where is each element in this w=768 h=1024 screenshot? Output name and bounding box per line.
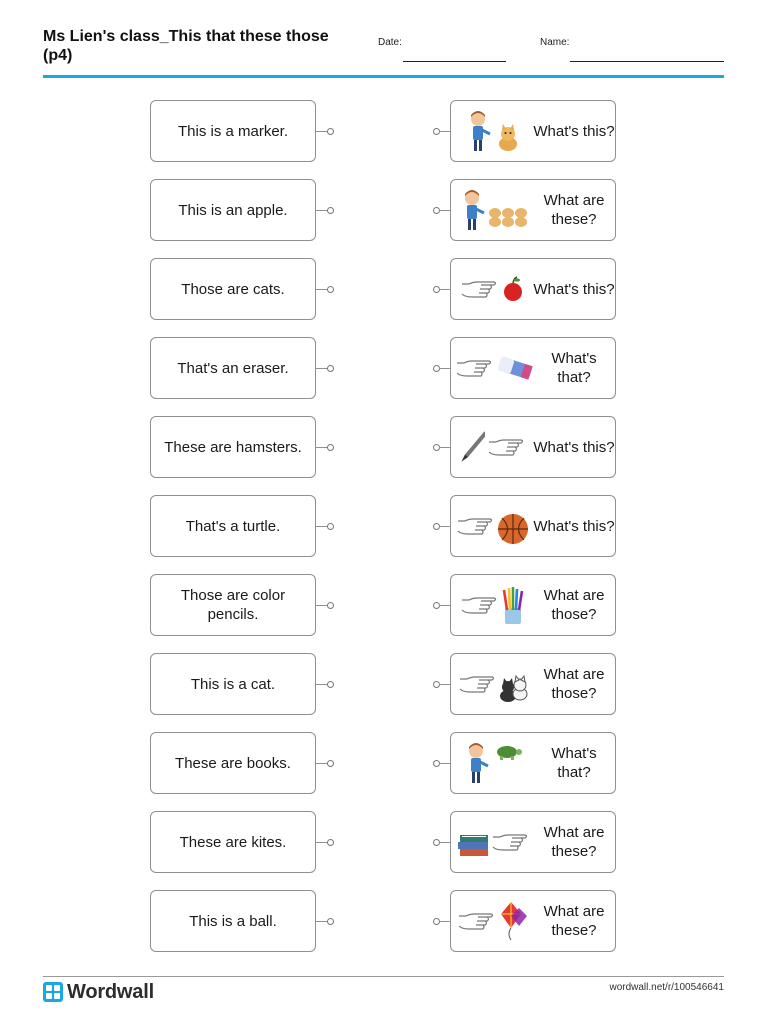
- answer-card[interactable]: Those are cats.: [150, 258, 316, 320]
- color-pencils-icon: [500, 584, 526, 628]
- hamsters-icon: [488, 189, 528, 233]
- boy-icon: [464, 110, 492, 154]
- question-text: What are those?: [543, 587, 605, 623]
- question-text: What's this?: [533, 438, 615, 456]
- cat-icon: [494, 110, 522, 154]
- picture: [455, 738, 531, 790]
- question-text: What are these?: [543, 824, 605, 860]
- marker-icon: [461, 426, 485, 470]
- picture: [455, 422, 531, 474]
- picture: [455, 106, 531, 158]
- answer-card[interactable]: Those are color pencils.: [150, 574, 316, 636]
- answer-card[interactable]: These are books.: [150, 732, 316, 794]
- connector-dot[interactable]: [327, 523, 334, 530]
- question-text: What's this?: [533, 280, 615, 298]
- brand-name: Wordwall: [67, 980, 154, 1003]
- eraser-icon: [495, 347, 535, 391]
- pointing-hand-icon: [487, 426, 525, 470]
- question-card[interactable]: [450, 258, 616, 320]
- pointing-hand-icon: [460, 268, 498, 312]
- answer-card[interactable]: This is an apple.: [150, 179, 316, 241]
- pointing-hand-icon: [460, 584, 498, 628]
- question-card[interactable]: [450, 732, 616, 794]
- books-icon: [457, 821, 489, 865]
- picture: [455, 185, 531, 237]
- picture: [455, 343, 531, 395]
- connector-dot[interactable]: [327, 207, 334, 214]
- pointing-hand-icon: [458, 663, 496, 707]
- question-card[interactable]: [450, 100, 616, 162]
- question-text: What's this?: [533, 122, 615, 140]
- header-divider: [43, 75, 724, 78]
- question-card[interactable]: [450, 653, 616, 715]
- pointing-hand-icon: [457, 900, 495, 944]
- answer-card[interactable]: These are hamsters.: [150, 416, 316, 478]
- pointing-hand-icon: [455, 347, 493, 391]
- cats-icon: [498, 663, 528, 707]
- connector-dot[interactable]: [327, 444, 334, 451]
- connector-dot[interactable]: [327, 365, 334, 372]
- question-card[interactable]: [450, 179, 616, 241]
- connector-dot[interactable]: [327, 839, 334, 846]
- wordwall-logo: [43, 982, 154, 1002]
- date-label: Date:: [378, 37, 402, 48]
- kites-icon: [497, 900, 529, 944]
- question-card[interactable]: [450, 890, 616, 952]
- turtle-icon: [492, 742, 524, 786]
- answer-card[interactable]: That's a turtle.: [150, 495, 316, 557]
- question-text: What are those?: [543, 666, 605, 702]
- answer-card[interactable]: This is a marker.: [150, 100, 316, 162]
- apple-icon: [500, 268, 526, 312]
- picture: [455, 501, 531, 553]
- pointing-hand-icon: [456, 505, 494, 549]
- wordwall-logo-icon: [43, 982, 63, 1002]
- question-text: What's that?: [551, 350, 597, 386]
- worksheet-header: [0, 0, 768, 80]
- question-card[interactable]: [450, 416, 616, 478]
- name-label: Name:: [540, 37, 570, 48]
- boy-icon: [462, 742, 490, 786]
- answer-card[interactable]: This is a cat.: [150, 653, 316, 715]
- question-text: What are these?: [543, 192, 605, 228]
- page-title: Ms Lien's class_This that these those (p4): [43, 28, 329, 64]
- date-field[interactable]: [403, 61, 506, 62]
- boy-icon: [458, 189, 486, 233]
- connector-dot[interactable]: [327, 918, 334, 925]
- ball-icon: [496, 505, 530, 549]
- question-card[interactable]: [450, 337, 616, 399]
- picture: [455, 817, 531, 869]
- connector-dot[interactable]: [327, 681, 334, 688]
- question-text: What's that?: [551, 745, 597, 781]
- picture: [455, 659, 531, 711]
- picture: [455, 896, 531, 948]
- question-text: What are these?: [543, 903, 605, 939]
- connector-dot[interactable]: [327, 760, 334, 767]
- footer-divider: [43, 976, 724, 977]
- pointing-hand-icon: [491, 821, 529, 865]
- question-card[interactable]: [450, 811, 616, 873]
- answer-card[interactable]: That's an eraser.: [150, 337, 316, 399]
- connector-dot[interactable]: [327, 602, 334, 609]
- connector-dot[interactable]: [327, 286, 334, 293]
- picture: [455, 264, 531, 316]
- name-field[interactable]: [570, 61, 724, 62]
- answer-card[interactable]: These are kites.: [150, 811, 316, 873]
- connector-dot[interactable]: [327, 128, 334, 135]
- question-card[interactable]: [450, 574, 616, 636]
- picture: [455, 580, 531, 632]
- answer-card[interactable]: This is a ball.: [150, 890, 316, 952]
- question-card[interactable]: [450, 495, 616, 557]
- question-text: What's this?: [533, 517, 615, 535]
- worksheet-url: wordwall.net/r/100546641: [609, 982, 724, 993]
